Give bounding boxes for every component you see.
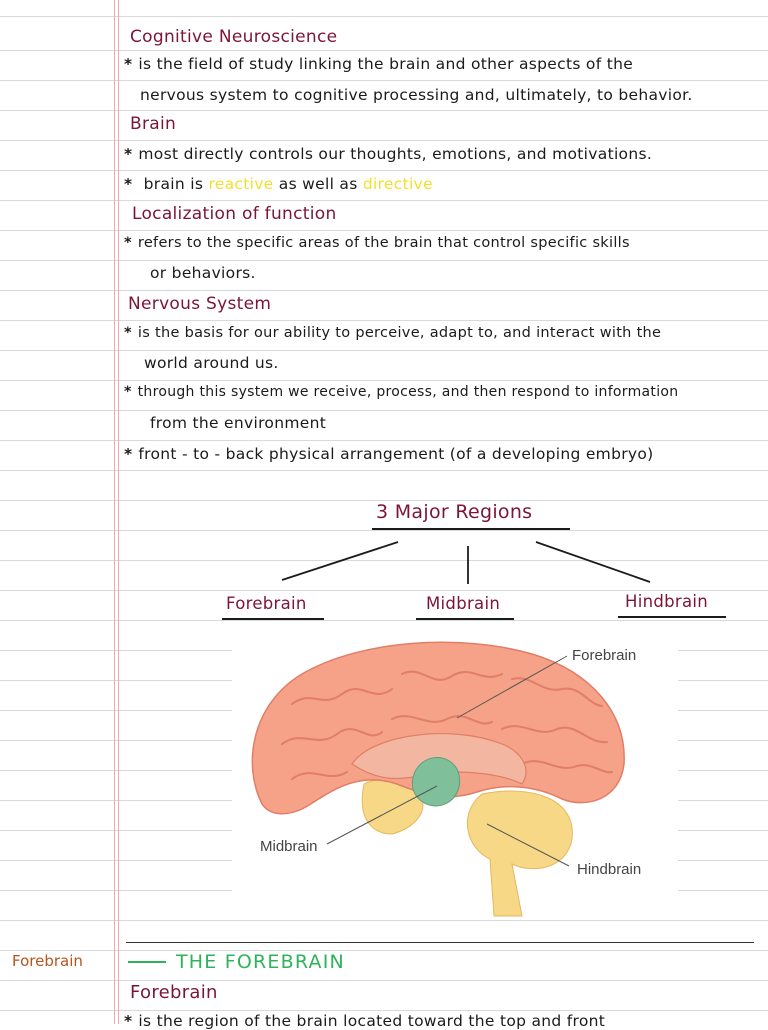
- branch-line-forebrain: [282, 542, 398, 580]
- sidebar-label-forebrain: Forebrain: [12, 952, 83, 970]
- bullet: *: [124, 55, 133, 73]
- subheading-forebrain: Forebrain: [130, 982, 218, 1003]
- bullet: *: [124, 145, 133, 163]
- note-text: brain is: [143, 175, 204, 193]
- bullet: *: [124, 1012, 133, 1030]
- regions-title: 3 Major Regions: [376, 501, 533, 523]
- heading-nervous-system: Nervous System: [128, 294, 272, 314]
- bullet: *: [124, 445, 133, 463]
- heading-cognitive-neuroscience: Cognitive Neuroscience: [130, 27, 338, 47]
- region-hindbrain: Hindbrain: [625, 592, 709, 611]
- brain-diagram: [232, 634, 678, 918]
- region-forebrain-underline: [222, 618, 324, 620]
- note-text: or behaviors.: [150, 264, 256, 282]
- note-text: is the region of the brain located toward the top and front: [138, 1012, 606, 1030]
- section-divider: [126, 942, 754, 943]
- note-text: is the field of study linking the brain and other aspects of the: [138, 55, 634, 73]
- note-line: [124, 1012, 605, 1030]
- region-midbrain: Midbrain: [426, 594, 501, 613]
- note-text: nervous system to cognitive processing and, ultimately, to behavior.: [140, 86, 693, 104]
- note-text: from the environment: [150, 414, 327, 432]
- bullet: *: [124, 384, 132, 400]
- region-midbrain-underline: [416, 618, 514, 620]
- diagram-label-hindbrain: Hindbrain: [577, 861, 642, 878]
- note-text: world around us.: [144, 354, 279, 372]
- note-text: front - to - back physical arrangement (of a developing embryo): [138, 445, 654, 463]
- bullet: *: [124, 175, 133, 193]
- bullet: *: [124, 235, 132, 251]
- section-title-dash: [128, 961, 166, 963]
- note-text: through this system we receive, process, and then respond to information: [137, 384, 679, 400]
- highlight-directive: directive: [362, 175, 433, 193]
- heading-brain: Brain: [130, 114, 177, 134]
- note-text: most directly controls our thoughts, emotions, and motivations.: [138, 145, 653, 163]
- region-forebrain: Forebrain: [226, 594, 307, 613]
- midbrain-shape: [412, 758, 459, 806]
- highlight-reactive: reactive: [208, 175, 274, 193]
- note-text: as well as: [278, 175, 358, 193]
- bullet: *: [124, 325, 132, 341]
- heading-localization: Localization of function: [132, 204, 337, 224]
- region-hindbrain-underline: [618, 616, 726, 618]
- section-title: THE FOREBRAIN: [176, 951, 345, 973]
- diagram-label-midbrain: Midbrain: [260, 838, 318, 855]
- note-text: is the basis for our ability to perceive, adapt to, and interact with the: [137, 325, 662, 341]
- branch-line-hindbrain: [536, 542, 650, 582]
- diagram-label-forebrain: Forebrain: [572, 647, 637, 664]
- note-text: refers to the specific areas of the brain that control specific skills: [137, 235, 630, 251]
